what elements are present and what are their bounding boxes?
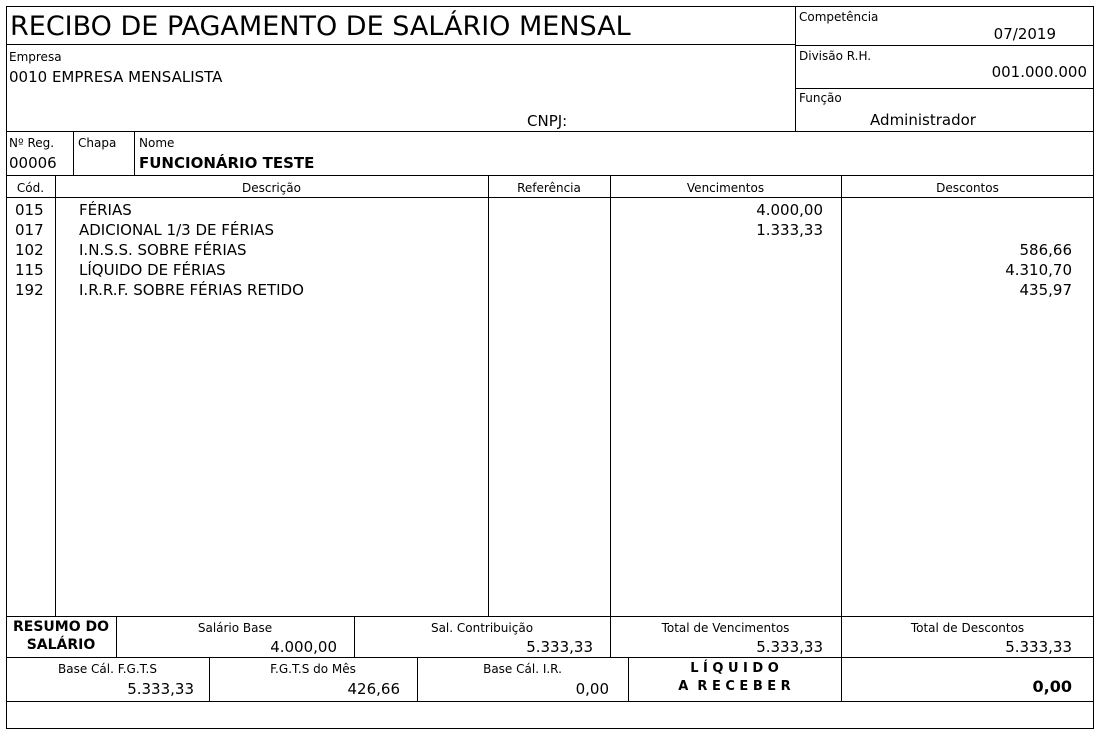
funcao-value: Administrador (870, 111, 976, 129)
row-vencimentos: 4.000,00 (756, 201, 823, 219)
resumo-line1: RESUMO DO (12, 619, 110, 635)
table-row (0, 220, 1101, 240)
receipt-title: RECIBO DE PAGAMENTO DE SALÁRIO MENSAL (10, 11, 631, 42)
empresa-label: Empresa (9, 50, 62, 64)
funcao-label: Função (799, 91, 842, 105)
table-row (0, 280, 1101, 300)
divisao-value: 001.000.000 (991, 63, 1087, 81)
reg-label: Nº Reg. (9, 136, 55, 150)
base-fgts-label: Base Cál. F.G.T.S (58, 662, 157, 676)
divisao-label: Divisão R.H. (799, 49, 872, 63)
row-descricao: I.N.S.S. SOBRE FÉRIAS (79, 241, 247, 259)
resumo-line2: SALÁRIO (26, 637, 96, 653)
row-cod: 015 (15, 201, 44, 219)
fgts-mes-label: F.G.T.S do Mês (270, 662, 356, 676)
row-cod: 115 (15, 261, 44, 279)
row-vencimentos: 1.333,33 (756, 221, 823, 239)
salario-base-value: 4.000,00 (270, 638, 337, 656)
sal-contribuicao-value: 5.333,33 (526, 638, 593, 656)
total-descontos-label: Total de Descontos (910, 621, 1025, 635)
reg-value: 00006 (9, 154, 57, 172)
header-descricao: Descrição (241, 181, 302, 195)
header-referencia: Referência (517, 181, 581, 195)
row-descontos: 435,97 (1019, 281, 1072, 299)
nome-value: FUNCIONÁRIO TESTE (139, 154, 315, 172)
header-vencimentos: Vencimentos (686, 181, 765, 195)
row-descricao: I.R.R.F. SOBRE FÉRIAS RETIDO (79, 281, 304, 299)
table-row (0, 200, 1101, 220)
row-cod: 102 (15, 241, 44, 259)
fgts-mes-value: 426,66 (347, 680, 400, 698)
table-body (0, 200, 1101, 610)
liquido-label-line2: A R E C E B E R (678, 679, 791, 694)
row-descontos: 586,66 (1019, 241, 1072, 259)
liquido-value: 0,00 (1032, 677, 1072, 696)
base-fgts-value: 5.333,33 (127, 680, 194, 698)
header-cod: Cód. (16, 181, 45, 195)
competencia-value: 07/2019 (993, 25, 1056, 43)
header-descontos: Descontos (936, 181, 999, 195)
row-descricao: ADICIONAL 1/3 DE FÉRIAS (79, 221, 274, 239)
liquido-label-line1: L Í Q U I D O (690, 661, 779, 676)
salario-base-label: Salário Base (197, 621, 273, 635)
base-ir-label: Base Cál. I.R. (483, 662, 562, 676)
table-row (0, 260, 1101, 280)
row-descricao: LÍQUIDO DE FÉRIAS (79, 261, 226, 279)
total-vencimentos-label: Total de Vencimentos (661, 621, 790, 635)
row-cod: 017 (15, 221, 44, 239)
total-descontos-value: 5.333,33 (1005, 638, 1072, 656)
nome-label: Nome (139, 136, 175, 150)
sal-contribuicao-label: Sal. Contribuição (430, 621, 534, 635)
row-cod: 192 (15, 281, 44, 299)
table-row (0, 240, 1101, 260)
competencia-label: Competência (799, 10, 879, 24)
row-descontos: 4.310,70 (1005, 261, 1072, 279)
chapa-label: Chapa (78, 136, 117, 150)
base-ir-value: 0,00 (575, 680, 609, 698)
total-vencimentos-value: 5.333,33 (756, 638, 823, 656)
row-descricao: FÉRIAS (79, 201, 132, 219)
cnpj-label: CNPJ: (527, 112, 568, 130)
empresa-value: 0010 EMPRESA MENSALISTA (9, 68, 223, 86)
